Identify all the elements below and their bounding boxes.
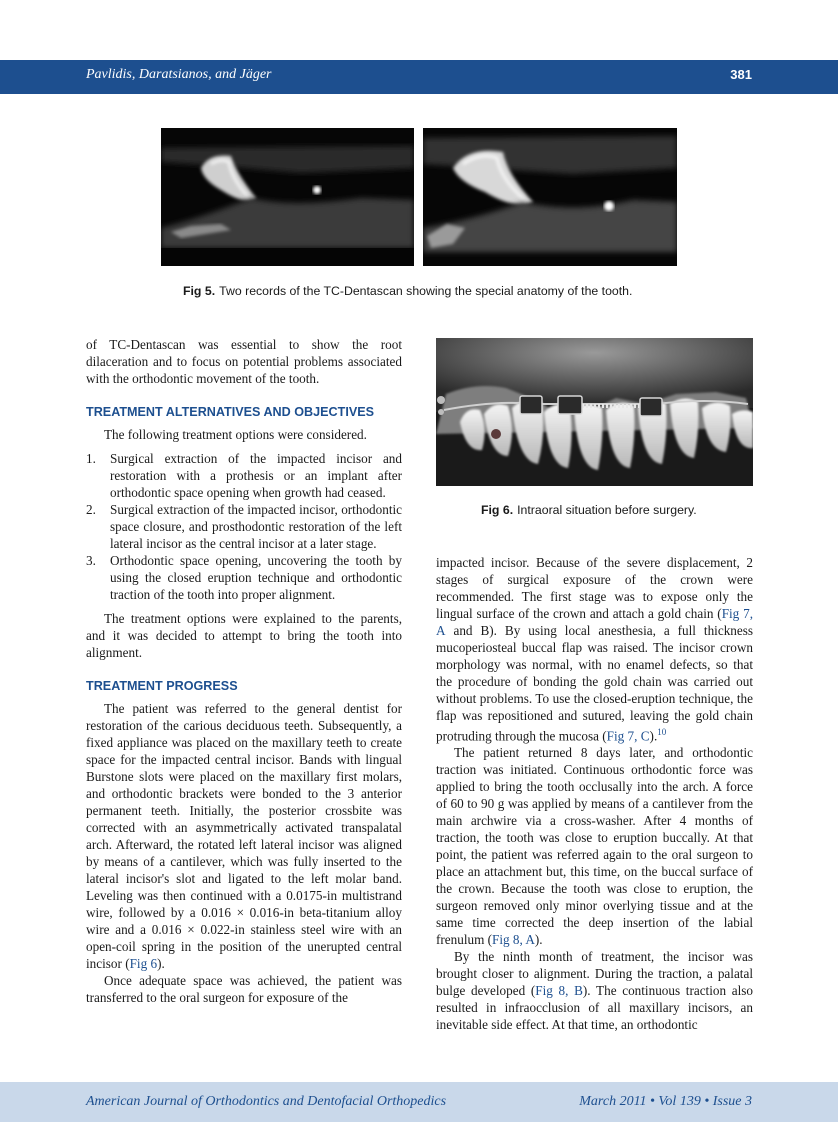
right-column xyxy=(436,554,753,1033)
figure5-scan-left xyxy=(161,128,414,266)
options-outro: The treatment options were explained to the parents, and it was decided to attempt to bring the tooth into alignment. xyxy=(86,611,402,660)
footer-issue: March 2011 • Vol 139 • Issue 3 xyxy=(579,1094,752,1109)
header-authors: Pavlidis, Daratsianos, and Jäger xyxy=(86,67,272,82)
footer-journal: American Journal of Orthodontics and Dentofacial Orthopedics xyxy=(86,1094,447,1109)
heading-treatment-progress: TREATMENT PROGRESS xyxy=(86,679,238,693)
figure6-intraoral-photo xyxy=(436,338,753,486)
figure5-caption-text: Two records of the TC-Dentascan showing the special anatomy of the tooth. xyxy=(219,284,633,298)
fig7c-ref-link[interactable]: Fig 7, C xyxy=(606,728,650,744)
right-paragraph-2: The patient returned 8 days later, and orthodontic traction was initiated. Continuous orthodontic force was applied to bring the tooth occlusally into the arch. A force of 60 to 90 g was applied by means of a cantilever from the main archwire via a cross-washer. After 4 months of traction, the tooth was close to eruption buccally. At that point, the patient was referred again to the oral surgeon to place an attachment but, this time, on the buccal surface of the crown. Because the tooth was close to eruption, the surgeon removed only minor overlying tissue and at the same time corrected the deep insertion of the labial frenulum (Fig 8, A). xyxy=(436,745,753,948)
running-footer xyxy=(0,1082,838,1122)
figure5-scan-right xyxy=(423,128,677,266)
list-item: 3. Orthodontic space opening, uncovering the tooth by using the closed eruption technique and orthodontic traction of the tooth into proper alignment. xyxy=(86,553,402,602)
fig8a-ref-link[interactable]: Fig 8, A xyxy=(492,932,535,948)
right-paragraph-3: By the ninth month of treatment, the incisor was brought closer to alignment. During the traction, a palatal bulge developed (Fig 8, B). The continuous traction also resulted in infraocclusion of all maxillary incisors, an inevitable side effect. At that time, an orthodontic xyxy=(436,949,753,1033)
figure5-caption xyxy=(183,284,632,298)
figure5-label: Fig 5. xyxy=(183,284,216,298)
running-header xyxy=(0,60,838,94)
fig8b-ref-link[interactable]: Fig 8, B xyxy=(535,983,583,999)
list-item: 1. Surgical extraction of the impacted incisor and restoration with a prothesis or an implant after orthodontic space opening when growth had ceased. xyxy=(86,451,402,500)
right-paragraph-1: impacted incisor. Because of the severe displacement, 2 stages of surgical exposure of the crown were recommended. The first stage was to expose only the lingual surface of the crown and attach a gold chain (Fig 7, A and B). By using local anesthesia, a full thickness mucoperiosteal buccal flap was raised. The incisor crown morphology was normal, with no enamel defects, so that the procedure of bonding the gold chain was carried out without problems. To use the closed-eruption technique, the flap was repositioned and sutured, leaving the gold chain protruding through the mucosa (Fig 7, C).$^{10}$ xyxy=(436,555,753,744)
fig7a-ref-link[interactable]: Fig 7, A xyxy=(436,606,753,638)
figure6-caption-text: Intraoral situation before surgery. xyxy=(517,503,697,517)
left-column xyxy=(86,336,402,1006)
progress-paragraph-2: Once adequate space was achieved, the patient was transferred to the oral surgeon for exposure of the xyxy=(86,973,402,1005)
figure6-label: Fig 6. xyxy=(481,503,514,517)
figure6-caption xyxy=(481,503,697,517)
list-item: 2. Surgical extraction of the impacted incisor, orthodontic space closure, and prosthodontic restoration of the left lateral incisor as the central incisor at a later stage. xyxy=(86,502,402,551)
intro-paragraph: of TC-Dentascan was essential to show the root dilaceration and to focus on potential problems associated with the orthodontic movement of the tooth. xyxy=(86,337,402,386)
page-number: 381 xyxy=(730,67,752,82)
fig6-ref-link[interactable]: Fig 6 xyxy=(129,956,158,971)
options-intro: The following treatment options were considered. xyxy=(104,427,367,442)
citation-ref-10[interactable]: 10 xyxy=(657,727,667,737)
treatment-options-list xyxy=(86,450,402,603)
heading-treatment-alternatives: TREATMENT ALTERNATIVES AND OBJECTIVES xyxy=(86,405,375,419)
progress-paragraph-1: The patient was referred to the general dentist for restoration of the carious deciduous teeth. Subsequently, a fixed appliance was placed on the maxillary teeth to create space for the impacted central incisor. Bands with lingual Burstone slots were placed on the maxillary first molars, and orthodontic brackets were bonded to the 3 anterior permanent teeth. Initially, the posterior crossbite was corrected with an asymmetrically activated transpalatal arch. Afterward, the rotated left lateral incisor was aligned by means of a cantilever, which was fully inserted to the lateral incisor's slot and ligated to the left molar band. Leveling was then continued with a 0.0175-in multistrand wire, followed by a 0.016 × 0.016-in beta-titanium alloy wire and a 0.016 × 0.022-in stainless steel wire with an open-coil spring in the position of the unerupted central incisor (Fig 6). xyxy=(86,701,402,971)
